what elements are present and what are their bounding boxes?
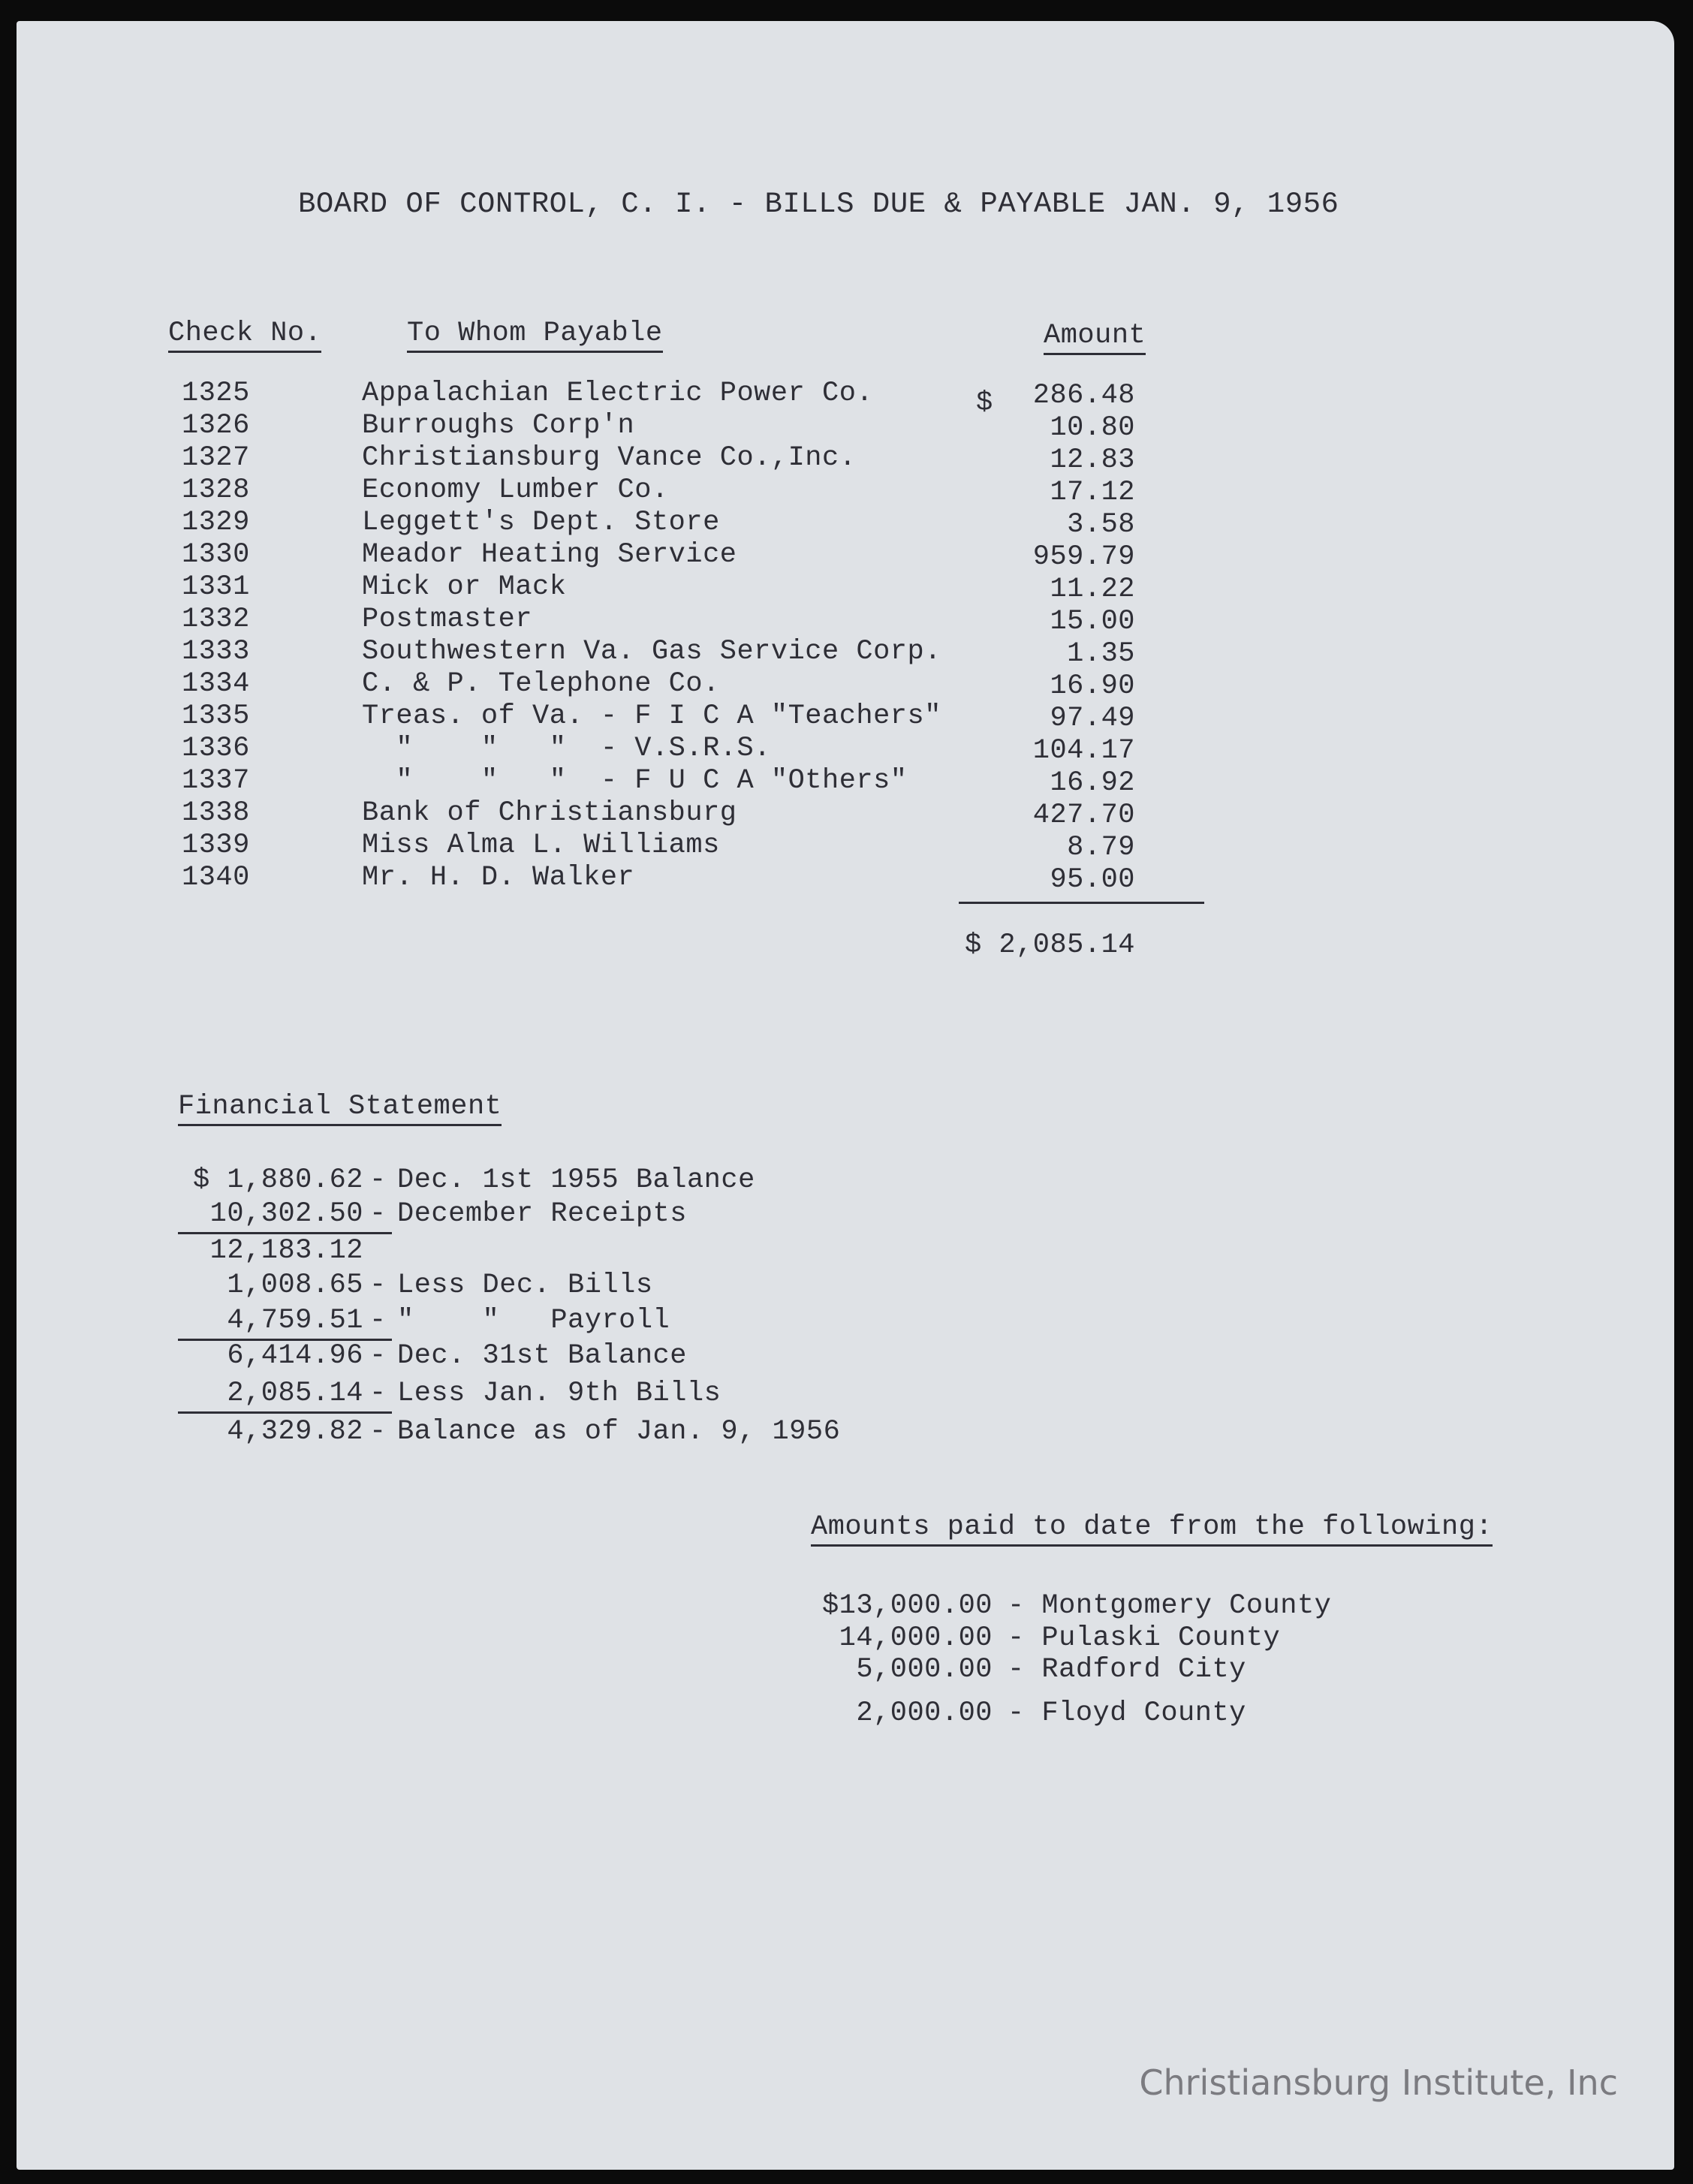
check-number: 1340 <box>182 862 250 893</box>
bill-amount: 427.70 <box>1032 800 1135 831</box>
paid-source: - Radford City <box>1008 1654 1246 1685</box>
bill-amount: 8.79 <box>1067 832 1135 863</box>
statement-subtotal-rule <box>178 1411 392 1414</box>
payee-name: Miss Alma L. Williams <box>362 830 720 861</box>
column-header-amount: Amount <box>1044 320 1146 355</box>
check-number: 1327 <box>182 442 250 474</box>
bill-amount: 11.22 <box>1050 574 1135 605</box>
payee-name: Burroughs Corp'n <box>362 410 635 441</box>
bill-amount: 97.49 <box>1050 703 1135 734</box>
currency-symbol: $ <box>976 387 993 419</box>
bill-amount: 16.90 <box>1050 670 1135 702</box>
check-number: 1333 <box>182 636 250 667</box>
check-number: 1339 <box>182 830 250 861</box>
statement-amount: 2,085.14 <box>227 1378 363 1409</box>
total-rule <box>959 902 1204 904</box>
check-number: 1334 <box>182 668 250 700</box>
statement-separator: - <box>369 1340 387 1372</box>
paid-source: - Montgomery County <box>1008 1590 1332 1622</box>
paid-amount: 14,000.00 <box>839 1622 993 1654</box>
payee-name: Meador Heating Service <box>362 539 737 571</box>
bill-amount: 959.79 <box>1032 541 1135 573</box>
bill-amount: 15.00 <box>1050 606 1135 637</box>
payee-name: C. & P. Telephone Co. <box>362 668 720 700</box>
payee-name: Mr. H. D. Walker <box>362 862 635 893</box>
statement-separator: - <box>369 1416 387 1447</box>
statement-label: Less Jan. 9th Bills <box>397 1378 721 1409</box>
statement-amount: 10,302.50 <box>209 1198 363 1230</box>
bill-amount: 95.00 <box>1050 864 1135 896</box>
check-number: 1336 <box>182 733 250 764</box>
document-page <box>17 21 1674 2170</box>
column-header-check-no: Check No. <box>168 318 321 353</box>
paid-source: - Pulaski County <box>1008 1622 1281 1654</box>
statement-label: Less Dec. Bills <box>397 1270 653 1301</box>
paid-amount: 2,000.00 <box>856 1697 993 1729</box>
bill-amount: 16.92 <box>1050 767 1135 799</box>
payee-name: Economy Lumber Co. <box>362 474 669 506</box>
column-header-payee: To Whom Payable <box>407 318 663 353</box>
bill-amount: 12.83 <box>1050 444 1135 476</box>
statement-amount: 4,759.51 <box>227 1305 363 1336</box>
check-number: 1335 <box>182 700 250 732</box>
statement-label: December Receipts <box>397 1198 687 1230</box>
statement-amount: 4,329.82 <box>227 1416 363 1447</box>
check-number: 1338 <box>182 797 250 829</box>
page-title: BOARD OF CONTROL, C. I. - BILLS DUE & PAYABLE JAN. 9, 1956 <box>298 188 1339 221</box>
bill-amount: 1.35 <box>1067 638 1135 670</box>
payee-name: Mick or Mack <box>362 571 567 603</box>
statement-amount: 1,008.65 <box>227 1270 363 1301</box>
watermark: Christiansburg Institute, Inc <box>1139 2062 1618 2103</box>
check-number: 1331 <box>182 571 250 603</box>
bill-amount: 10.80 <box>1050 412 1135 444</box>
statement-subtotal-rule <box>178 1232 392 1234</box>
paid-source: - Floyd County <box>1008 1697 1246 1729</box>
statement-separator: - <box>369 1305 387 1336</box>
payee-name: Christiansburg Vance Co.,Inc. <box>362 442 857 474</box>
statement-amount: $ 1,880.62 <box>192 1164 363 1196</box>
amounts-paid-heading: Amounts paid to date from the following: <box>811 1511 1493 1547</box>
financial-statement-heading: Financial Statement <box>178 1091 502 1126</box>
payee-name: Southwestern Va. Gas Service Corp. <box>362 636 941 667</box>
payee-name: Postmaster <box>362 604 533 635</box>
bills-total: $ 2,085.14 <box>964 929 1135 961</box>
check-number: 1337 <box>182 765 250 797</box>
statement-label: Dec. 1st 1955 Balance <box>397 1164 755 1196</box>
payee-name: " " " - F U C A "Others" <box>362 765 908 797</box>
check-number: 1330 <box>182 539 250 571</box>
statement-label: Balance as of Jan. 9, 1956 <box>397 1416 841 1447</box>
statement-separator: - <box>369 1164 387 1196</box>
statement-label: " " Payroll <box>397 1305 670 1336</box>
bill-amount: 104.17 <box>1032 735 1135 767</box>
payee-name: Treas. of Va. - F I C A "Teachers" <box>362 700 941 732</box>
statement-separator: - <box>369 1198 387 1230</box>
bill-amount: 3.58 <box>1067 509 1135 541</box>
bill-amount: 286.48 <box>1032 380 1135 411</box>
statement-separator: - <box>369 1378 387 1409</box>
check-number: 1325 <box>182 378 250 409</box>
check-number: 1329 <box>182 507 250 538</box>
paid-amount: 5,000.00 <box>856 1654 993 1685</box>
payee-name: " " " - V.S.R.S. <box>362 733 771 764</box>
statement-amount: 12,183.12 <box>209 1235 363 1267</box>
statement-label: Dec. 31st Balance <box>397 1340 687 1372</box>
check-number: 1332 <box>182 604 250 635</box>
statement-separator: - <box>369 1270 387 1301</box>
statement-amount: 6,414.96 <box>227 1340 363 1372</box>
check-number: 1326 <box>182 410 250 441</box>
payee-name: Leggett's Dept. Store <box>362 507 720 538</box>
paid-amount: $13,000.00 <box>821 1590 993 1622</box>
bill-amount: 17.12 <box>1050 477 1135 508</box>
check-number: 1328 <box>182 474 250 506</box>
payee-name: Bank of Christiansburg <box>362 797 737 829</box>
payee-name: Appalachian Electric Power Co. <box>362 378 874 409</box>
